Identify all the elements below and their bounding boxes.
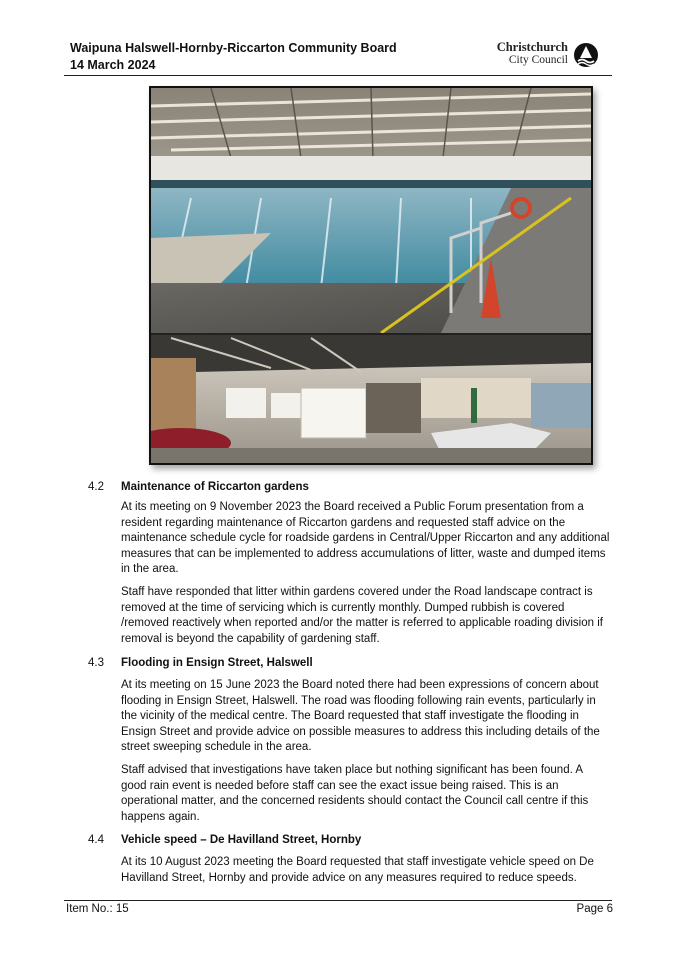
council-logo bbox=[490, 40, 600, 70]
council-emblem-icon bbox=[572, 41, 600, 69]
facility-photo bbox=[149, 86, 593, 465]
board-title: Waipuna Halswell-Hornby-Riccarton Community Board bbox=[70, 41, 397, 55]
section-number: 4.3 bbox=[88, 657, 104, 669]
logo-line-1: Christchurch bbox=[496, 40, 568, 54]
item-number: Item No.: 15 bbox=[66, 903, 129, 915]
section-number: 4.4 bbox=[88, 834, 104, 846]
meeting-date: 14 March 2024 bbox=[70, 58, 156, 72]
section-4-3-paragraph-2: Staff advised that investigations have taken place but nothing significant has been found. A good rain event is needed before staff can see the exact issue being raised. This is an operational matter, and the concerned residents should contact the Council call centre if this happens again. bbox=[121, 764, 589, 823]
page-header bbox=[70, 40, 600, 74]
section-4-2-paragraph-2: Staff have responded that litter within gardens covered under the Road landscape contract is removed at the time of servicing which is currently monthly. Dumped rubbish is covered /removed reactively when reported and/or the matter is referred to applicable roading division if removal is beyond the capability of gardening staff. bbox=[121, 586, 603, 645]
footer-divider bbox=[64, 900, 612, 901]
section-title: Maintenance of Riccarton gardens bbox=[121, 481, 309, 493]
section-4-2-paragraph-1: At its meeting on 9 November 2023 the Board received a Public Forum presentation from a resident regarding maintenance of Riccarton gardens and requested staff advice on the maintenance schedule cycle for roadside gardens in Central/Upper Riccarton and any additional measures that can be implemented to address accumulations of litter, waste and dumped items in the area. bbox=[121, 501, 610, 575]
logo-line-2: City Council bbox=[508, 54, 568, 66]
section-4-3-paragraph-1: At its meeting on 15 June 2023 the Board noted there had been expressions of concern about flooding in Ensign Street, Halswell. The road was flooding following rain events, particularly in the vicinity of the medical centre. The Board requested that staff investigate the flooding in Ensign Street and provide advice on possible measures to address this including details of the street sweeping schedule in the area. bbox=[121, 679, 600, 753]
page-number: Page 6 bbox=[576, 903, 613, 915]
section-title: Flooding in Ensign Street, Halswell bbox=[121, 657, 313, 669]
section-title: Vehicle speed – De Havilland Street, Hornby bbox=[121, 834, 362, 846]
pool-and-interior-photo-icon bbox=[151, 88, 591, 463]
section-number: 4.2 bbox=[88, 481, 104, 493]
section-4-4-paragraph-1: At its 10 August 2023 meeting the Board requested that staff investigate vehicle speed on De Havilland Street, Hornby and provide advice on any measures required to reduce speeds. bbox=[121, 856, 594, 884]
header-divider bbox=[64, 75, 612, 76]
